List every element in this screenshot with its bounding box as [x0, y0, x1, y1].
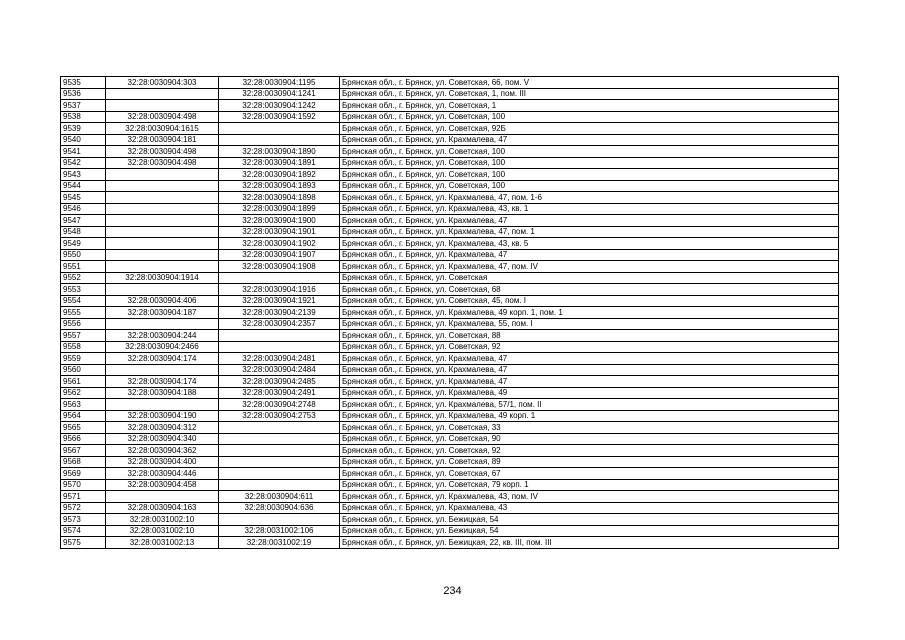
object-cadastral-number-cell: 32:28:0030904:1890 — [219, 146, 340, 158]
object-cadastral-number-cell — [219, 134, 340, 146]
cadastral-number-cell — [106, 226, 219, 238]
row-number-cell: 9536 — [61, 88, 106, 100]
row-number-cell: 9561 — [61, 376, 106, 388]
cadastral-number-cell — [106, 169, 219, 181]
row-number-cell: 9537 — [61, 100, 106, 112]
object-cadastral-number-cell: 32:28:0031002:106 — [219, 525, 340, 537]
address-cell: Брянская обл., г. Брянск, ул. Крахмалева, 47 — [340, 376, 839, 388]
address-cell: Брянская обл., г. Брянск, ул. Советская, 68 — [340, 284, 839, 296]
address-cell: Брянская обл., г. Брянск, ул. Бежицкая, 54 — [340, 525, 839, 537]
cadastral-number-cell — [106, 318, 219, 330]
cadastral-number-cell — [106, 192, 219, 204]
object-cadastral-number-cell — [219, 456, 340, 468]
object-cadastral-number-cell: 32:28:0030904:2491 — [219, 387, 340, 399]
address-cell: Брянская обл., г. Брянск, ул. Крахмалева, 47 — [340, 364, 839, 376]
table-row — [61, 111, 839, 123]
address-cell: Брянская обл., г. Брянск, ул. Советская, 92 — [340, 341, 839, 353]
cadastral-number-cell — [106, 491, 219, 503]
address-cell: Брянская обл., г. Брянск, ул. Крахмалева, 49 корп. 1 — [340, 410, 839, 422]
object-cadastral-number-cell — [219, 433, 340, 445]
address-cell: Брянская обл., г. Брянск, ул. Советская, 66, пом. V — [340, 77, 839, 89]
object-cadastral-number-cell: 32:28:0030904:1893 — [219, 180, 340, 192]
object-cadastral-number-cell: 32:28:0030904:1592 — [219, 111, 340, 123]
table-row — [61, 445, 839, 457]
cadastral-number-cell: 32:28:0030904:362 — [106, 445, 219, 457]
address-cell: Брянская обл., г. Брянск, ул. Крахмалева, 49 — [340, 387, 839, 399]
object-cadastral-number-cell — [219, 330, 340, 342]
address-cell: Брянская обл., г. Брянск, ул. Крахмалева, 47, пом. IV — [340, 261, 839, 273]
cadastral-number-cell: 32:28:0030904:498 — [106, 146, 219, 158]
row-number-cell: 9565 — [61, 422, 106, 434]
object-cadastral-number-cell: 32:28:0030904:1892 — [219, 169, 340, 181]
row-number-cell: 9549 — [61, 238, 106, 250]
address-cell: Брянская обл., г. Брянск, ул. Советская, 92 — [340, 445, 839, 457]
table-row — [61, 272, 839, 284]
table-row — [61, 123, 839, 135]
object-cadastral-number-cell: 32:28:0030904:2139 — [219, 307, 340, 319]
address-cell: Брянская обл., г. Брянск, ул. Крахмалева, 43, кв. 5 — [340, 238, 839, 250]
address-cell: Брянская обл., г. Брянск, ул. Крахмалева, 47 — [340, 249, 839, 261]
address-cell: Брянская обл., г. Брянск, ул. Советская, 90 — [340, 433, 839, 445]
cadastral-number-cell — [106, 215, 219, 227]
address-cell: Брянская обл., г. Брянск, ул. Советская, 100 — [340, 157, 839, 169]
cadastral-number-cell: 32:28:0030904:190 — [106, 410, 219, 422]
address-cell: Брянская обл., г. Брянск, ул. Крахмалева, 47, пом. 1 — [340, 226, 839, 238]
cadastral-number-cell — [106, 364, 219, 376]
table-row — [61, 261, 839, 273]
cadastral-number-cell — [106, 88, 219, 100]
cadastral-number-cell: 32:28:0030904:2466 — [106, 341, 219, 353]
row-number-cell: 9568 — [61, 456, 106, 468]
row-number-cell: 9571 — [61, 491, 106, 503]
cadastral-number-cell — [106, 249, 219, 261]
table-row — [61, 468, 839, 480]
object-cadastral-number-cell — [219, 479, 340, 491]
cadastral-number-cell: 32:28:0030904:188 — [106, 387, 219, 399]
object-cadastral-number-cell: 32:28:0030904:1900 — [219, 215, 340, 227]
table-row — [61, 399, 839, 411]
address-cell: Брянская обл., г. Брянск, ул. Советская, 45, пом. I — [340, 295, 839, 307]
address-cell: Брянская обл., г. Брянск, ул. Крахмалева, 43 — [340, 502, 839, 514]
object-cadastral-number-cell: 32:28:0030904:2481 — [219, 353, 340, 365]
cadastral-number-cell — [106, 261, 219, 273]
row-number-cell: 9557 — [61, 330, 106, 342]
row-number-cell: 9566 — [61, 433, 106, 445]
table-row — [61, 192, 839, 204]
row-number-cell: 9551 — [61, 261, 106, 273]
cadastral-number-cell: 32:28:0030904:1615 — [106, 123, 219, 135]
cadastral-number-cell: 32:28:0030904:187 — [106, 307, 219, 319]
cadastral-number-cell: 32:28:0030904:498 — [106, 157, 219, 169]
object-cadastral-number-cell: 32:28:0030904:1195 — [219, 77, 340, 89]
cadastral-number-cell — [106, 100, 219, 112]
row-number-cell: 9543 — [61, 169, 106, 181]
table-row — [61, 146, 839, 158]
object-cadastral-number-cell: 32:28:0030904:1899 — [219, 203, 340, 215]
row-number-cell: 9563 — [61, 399, 106, 411]
table-row — [61, 479, 839, 491]
address-cell: Брянская обл., г. Брянск, ул. Крахмалева, 47, пом. 1-6 — [340, 192, 839, 204]
cadastral-number-cell: 32:28:0030904:400 — [106, 456, 219, 468]
table-row — [61, 226, 839, 238]
object-cadastral-number-cell: 32:28:0030904:1241 — [219, 88, 340, 100]
cadastral-number-cell: 32:28:0030904:174 — [106, 353, 219, 365]
table-row — [61, 491, 839, 503]
address-cell: Брянская обл., г. Брянск, ул. Советская — [340, 272, 839, 284]
table-row — [61, 387, 839, 399]
row-number-cell: 9546 — [61, 203, 106, 215]
object-cadastral-number-cell: 32:28:0030904:2484 — [219, 364, 340, 376]
table-row — [61, 341, 839, 353]
object-cadastral-number-cell: 32:28:0030904:1242 — [219, 100, 340, 112]
cadastral-number-cell: 32:28:0031002:10 — [106, 525, 219, 537]
row-number-cell: 9556 — [61, 318, 106, 330]
address-cell: Брянская обл., г. Брянск, ул. Советская, 1 — [340, 100, 839, 112]
table-row — [61, 249, 839, 261]
object-cadastral-number-cell: 32:28:0030904:636 — [219, 502, 340, 514]
row-number-cell: 9550 — [61, 249, 106, 261]
object-cadastral-number-cell — [219, 445, 340, 457]
object-cadastral-number-cell — [219, 123, 340, 135]
table-row — [61, 456, 839, 468]
table-row — [61, 238, 839, 250]
object-cadastral-number-cell: 32:28:0030904:1908 — [219, 261, 340, 273]
address-cell: Брянская обл., г. Брянск, ул. Бежицкая, 54 — [340, 514, 839, 526]
row-number-cell: 9553 — [61, 284, 106, 296]
row-number-cell: 9552 — [61, 272, 106, 284]
object-cadastral-number-cell — [219, 514, 340, 526]
table-row — [61, 295, 839, 307]
table-row — [61, 77, 839, 89]
table-row — [61, 169, 839, 181]
object-cadastral-number-cell — [219, 272, 340, 284]
table-row — [61, 157, 839, 169]
address-cell: Брянская обл., г. Брянск, ул. Советская, 100 — [340, 111, 839, 123]
row-number-cell: 9547 — [61, 215, 106, 227]
table-row — [61, 284, 839, 296]
address-cell: Брянская обл., г. Брянск, ул. Крахмалева, 49 корп. 1, пом. 1 — [340, 307, 839, 319]
object-cadastral-number-cell: 32:28:0030904:611 — [219, 491, 340, 503]
cadastral-number-cell: 32:28:0030904:303 — [106, 77, 219, 89]
table-row — [61, 433, 839, 445]
address-cell: Брянская обл., г. Брянск, ул. Советская, 100 — [340, 180, 839, 192]
row-number-cell: 9560 — [61, 364, 106, 376]
row-number-cell: 9545 — [61, 192, 106, 204]
table-row — [61, 307, 839, 319]
cadastral-number-cell: 32:28:0030904:340 — [106, 433, 219, 445]
table-row — [61, 525, 839, 537]
object-cadastral-number-cell: 32:28:0030904:2357 — [219, 318, 340, 330]
address-cell: Брянская обл., г. Брянск, ул. Бежицкая, 22, кв. III, пом. III — [340, 537, 839, 549]
object-cadastral-number-cell: 32:28:0030904:2748 — [219, 399, 340, 411]
address-cell: Брянская обл., г. Брянск, ул. Советская, 100 — [340, 169, 839, 181]
object-cadastral-number-cell: 32:28:0030904:1901 — [219, 226, 340, 238]
table-row — [61, 364, 839, 376]
object-cadastral-number-cell — [219, 341, 340, 353]
row-number-cell: 9541 — [61, 146, 106, 158]
object-cadastral-number-cell: 32:28:0030904:1891 — [219, 157, 340, 169]
row-number-cell: 9564 — [61, 410, 106, 422]
address-cell: Брянская обл., г. Брянск, ул. Крахмалева, 47 — [340, 353, 839, 365]
row-number-cell: 9555 — [61, 307, 106, 319]
address-cell: Брянская обл., г. Брянск, ул. Крахмалева, 55, пом. I — [340, 318, 839, 330]
row-number-cell: 9538 — [61, 111, 106, 123]
object-cadastral-number-cell: 32:28:0030904:1898 — [219, 192, 340, 204]
table-row — [61, 203, 839, 215]
address-cell: Брянская обл., г. Брянск, ул. Крахмалева, 57/1, пом. II — [340, 399, 839, 411]
table-row — [61, 88, 839, 100]
address-cell: Брянская обл., г. Брянск, ул. Советская, 67 — [340, 468, 839, 480]
address-cell: Брянская обл., г. Брянск, ул. Советская, 89 — [340, 456, 839, 468]
object-cadastral-number-cell: 32:28:0030904:1902 — [219, 238, 340, 250]
object-cadastral-number-cell: 32:28:0030904:2485 — [219, 376, 340, 388]
address-cell: Брянская обл., г. Брянск, ул. Советская, 79 корп. 1 — [340, 479, 839, 491]
cadastral-number-cell: 32:28:0031002:13 — [106, 537, 219, 549]
table-row — [61, 410, 839, 422]
row-number-cell: 9544 — [61, 180, 106, 192]
cadastral-number-cell — [106, 203, 219, 215]
table-row — [61, 537, 839, 549]
cadastral-number-cell: 32:28:0030904:1914 — [106, 272, 219, 284]
address-cell: Брянская обл., г. Брянск, ул. Крахмалева, 47 — [340, 215, 839, 227]
cadastral-number-cell — [106, 180, 219, 192]
cadastral-number-cell: 32:28:0031002:10 — [106, 514, 219, 526]
table-row — [61, 376, 839, 388]
cadastral-number-cell — [106, 284, 219, 296]
cadastral-number-cell: 32:28:0030904:458 — [106, 479, 219, 491]
address-cell: Брянская обл., г. Брянск, ул. Советская, 92Б — [340, 123, 839, 135]
object-cadastral-number-cell: 32:28:0030904:1921 — [219, 295, 340, 307]
cadastral-number-cell: 32:28:0030904:163 — [106, 502, 219, 514]
object-cadastral-number-cell: 32:28:0030904:1916 — [219, 284, 340, 296]
page-number: 234 — [443, 585, 462, 597]
address-cell: Брянская обл., г. Брянск, ул. Советская, 100 — [340, 146, 839, 158]
row-number-cell: 9535 — [61, 77, 106, 89]
table-row — [61, 330, 839, 342]
address-cell: Брянская обл., г. Брянск, ул. Советская, 1, пом. III — [340, 88, 839, 100]
row-number-cell: 9575 — [61, 537, 106, 549]
cadastral-number-cell: 32:28:0030904:446 — [106, 468, 219, 480]
cadastral-number-cell: 32:28:0030904:181 — [106, 134, 219, 146]
row-number-cell: 9540 — [61, 134, 106, 146]
address-cell: Брянская обл., г. Брянск, ул. Советская, 33 — [340, 422, 839, 434]
cadastral-number-cell: 32:28:0030904:174 — [106, 376, 219, 388]
table-row — [61, 502, 839, 514]
cadastral-number-cell — [106, 238, 219, 250]
object-cadastral-number-cell: 32:28:0031002:19 — [219, 537, 340, 549]
cadastral-number-cell — [106, 399, 219, 411]
cadastral-number-cell: 32:28:0030904:312 — [106, 422, 219, 434]
registry-table — [60, 76, 839, 549]
registry-table-body — [61, 77, 839, 549]
row-number-cell: 9572 — [61, 502, 106, 514]
row-number-cell: 9554 — [61, 295, 106, 307]
row-number-cell: 9539 — [61, 123, 106, 135]
cadastral-number-cell: 32:28:0030904:406 — [106, 295, 219, 307]
object-cadastral-number-cell: 32:28:0030904:1907 — [219, 249, 340, 261]
address-cell: Брянская обл., г. Брянск, ул. Крахмалева, 43, пом. IV — [340, 491, 839, 503]
row-number-cell: 9562 — [61, 387, 106, 399]
address-cell: Брянская обл., г. Брянск, ул. Крахмалева, 43, кв. 1 — [340, 203, 839, 215]
table-row — [61, 353, 839, 365]
row-number-cell: 9567 — [61, 445, 106, 457]
row-number-cell: 9569 — [61, 468, 106, 480]
row-number-cell: 9574 — [61, 525, 106, 537]
object-cadastral-number-cell: 32:28:0030904:2753 — [219, 410, 340, 422]
table-row — [61, 100, 839, 112]
address-cell: Брянская обл., г. Брянск, ул. Крахмалева, 47 — [340, 134, 839, 146]
table-row — [61, 215, 839, 227]
row-number-cell: 9570 — [61, 479, 106, 491]
table-row — [61, 422, 839, 434]
address-cell: Брянская обл., г. Брянск, ул. Советская, 88 — [340, 330, 839, 342]
table-row — [61, 134, 839, 146]
table-row — [61, 318, 839, 330]
object-cadastral-number-cell — [219, 422, 340, 434]
row-number-cell: 9542 — [61, 157, 106, 169]
row-number-cell: 9573 — [61, 514, 106, 526]
row-number-cell: 9559 — [61, 353, 106, 365]
cadastral-number-cell: 32:28:0030904:498 — [106, 111, 219, 123]
row-number-cell: 9548 — [61, 226, 106, 238]
cadastral-number-cell: 32:28:0030904:244 — [106, 330, 219, 342]
table-row — [61, 514, 839, 526]
row-number-cell: 9558 — [61, 341, 106, 353]
table-row — [61, 180, 839, 192]
object-cadastral-number-cell — [219, 468, 340, 480]
